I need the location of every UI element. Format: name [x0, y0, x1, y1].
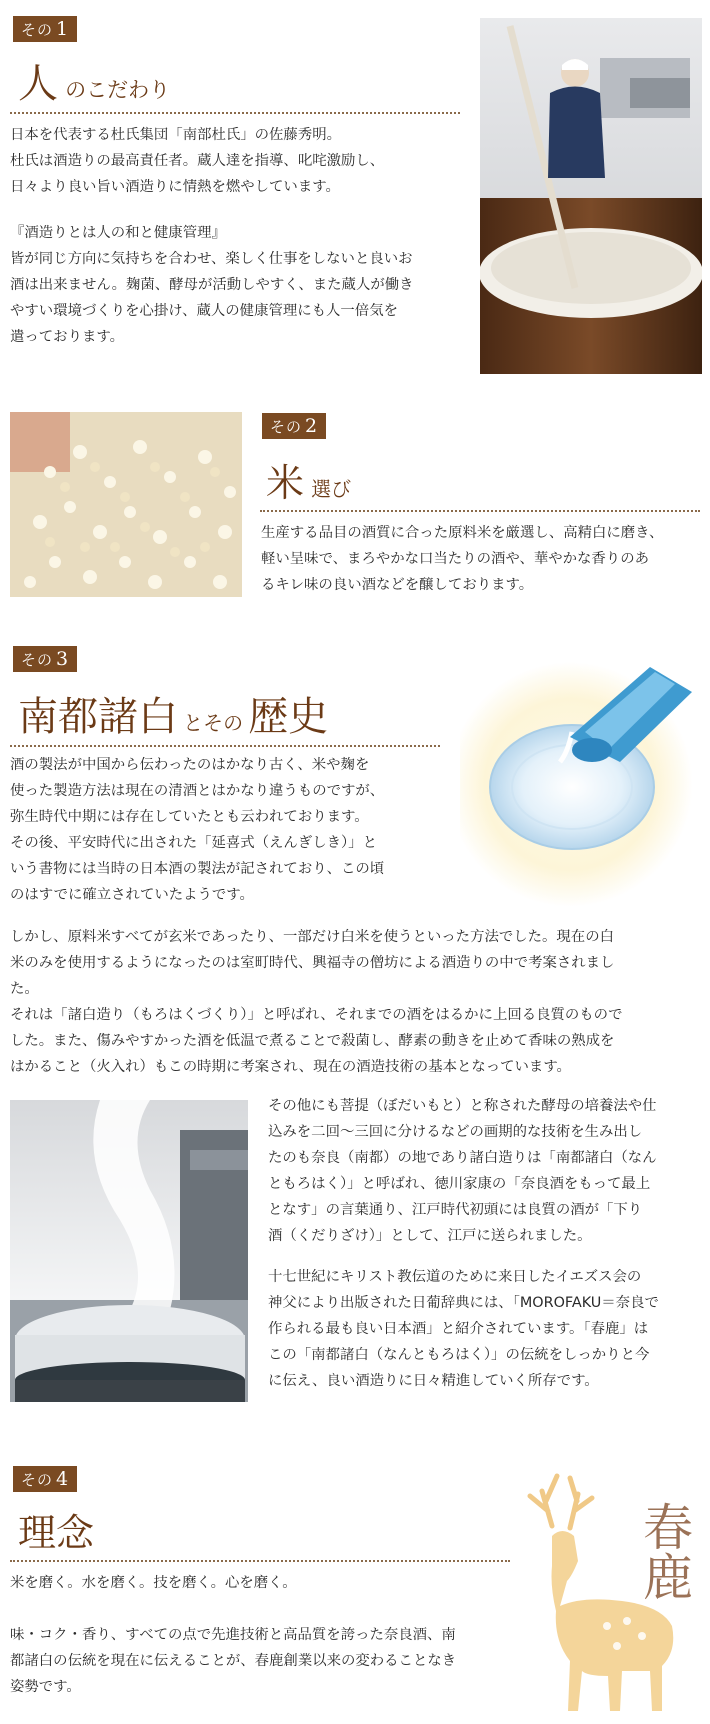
section4-divider — [10, 1560, 510, 1562]
section3-badge — [13, 646, 77, 672]
harushika-deer-logo — [512, 1466, 707, 1721]
section1-paragraph-2: 『酒造りとは人の和と健康管理』 皆が同じ方向に気持ちを合わせ、楽しく仕事をしないと良いお 酒は出来ません。麹菌、酵母が活動しやすく、また蔵人が働き やすい環境づくりを心掛け、蔵人の健康管理にも人一倍気を 遣っております。 — [10, 225, 414, 345]
title-main: 米 — [266, 461, 305, 505]
brewer-stirring-photo — [480, 18, 702, 374]
section3-paragraph-4: 十七世紀にキリスト教伝道のために来日したイエズス会の 神父により出版された日葡辞典には、「MOROFAKU＝奈良で 作られる最も良い日本酒」と紹介されています。「春鹿」は この「南都諸白（なんともろはく）」の伝統をしっかりと今 に伝え、良い酒造りに日々精進していく所存です。 — [268, 1269, 659, 1389]
steaming-rice-photo — [10, 1100, 248, 1402]
section1-badge — [13, 16, 77, 42]
badge-label: その — [21, 1471, 54, 1489]
title-main: 人 — [18, 61, 58, 107]
title-sub: のこだわり — [65, 78, 171, 102]
badge-number: 3 — [56, 648, 70, 670]
section2-paragraph: 生産する品目の酒質に合った原料米を厳選し、高精白に磨き、 軽い呈味で、まろやかな口当たりの酒や、華やかな香りのあ るキレ味の良い酒などを醸しております。 — [261, 525, 664, 593]
title-connector: とその — [183, 711, 244, 735]
section1-divider — [10, 112, 460, 114]
section4-paragraph-2: 味・コク・香り、すべての点で先進技術と高品質を誇った奈良酒、南 都諸白の伝統を現在に伝えることが、春鹿創業以来の変わることなき 姿勢です。 — [10, 1627, 457, 1695]
badge-label: その — [270, 418, 303, 436]
badge-label: その — [21, 21, 54, 39]
section2-title — [266, 452, 351, 507]
section4-title — [18, 1502, 94, 1557]
logo-text: 春鹿 — [635, 1501, 693, 1601]
section3-paragraph-2: しかし、原料米すべてが玄米であったり、一部だけ白米を使うといった方法でした。現在の白 米のみを使用するようになったのは室町時代、興福寺の僧坊による酒造りの中で考案されまし た。 それは「諸白造り（もろはくづくり）」と呼ばれ、それまでの酒をはるかに上回る良質のもので した。また、傷みやすかった酒を低温で煮ることで殺菌し、酵素の動きを止めて香味の熟成を はかること（火入れ）もこの時期に考案され、現在の酒造技術の基本となっています。 — [10, 929, 623, 1075]
section3-divider — [10, 745, 440, 747]
badge-label: その — [21, 651, 54, 669]
rice-koji-photo — [10, 412, 242, 597]
title-main: 南都諸白 — [18, 694, 178, 740]
sake-pouring-photo — [460, 662, 705, 907]
badge-number: 4 — [56, 1468, 70, 1490]
title-history: 歴史 — [248, 694, 329, 740]
badge-number: 1 — [56, 18, 70, 40]
section3-paragraph-1: 酒の製法が中国から伝わったのはかなり古く、米や麹を 使った製造方法は現在の清酒とはかなり違うものですが、 弥生時代中期には存在していたとも云われております。 その後、平安時代に出された「延喜式（えんぎしき）」と いう書物には当時の日本酒の製法が記されており、この頃 のはすでに確立されていたようです。 — [10, 757, 385, 903]
section4-badge — [13, 1466, 77, 1492]
section1-paragraph-1: 日本を代表する杜氏集団「南部杜氏」の佐藤秀明。 杜氏は酒造りの最高責任者。蔵人達を指導、叱咤激励し、 日々より良い旨い酒造りに情熱を燃やしています。 — [10, 127, 385, 195]
title-sub: 選び — [311, 477, 352, 501]
section3-title — [18, 685, 328, 742]
section4-paragraph-1: 米を磨く。水を磨く。技を磨く。心を磨く。 — [10, 1575, 297, 1591]
section2-badge — [262, 413, 326, 439]
badge-number: 2 — [305, 415, 319, 437]
section2-divider — [260, 510, 700, 512]
section3-paragraph-3: その他にも菩提（ぼだいもと）と称された酵母の培養法や仕 込みを二回〜三回に分けるなどの画期的な技術を生み出し たのも奈良（南都）の地であり諸白造りは「南都諸白（なん ともろはく）」と呼ばれ、徳川家康の「奈良酒をもって最上 となす」の言葉通り、江戸時代初頭には良質の酒が「下り 酒（くだりざけ）」として、江戸に送られました。 — [268, 1098, 657, 1244]
section1-title — [18, 52, 170, 109]
title-main: 理念 — [18, 1511, 95, 1555]
